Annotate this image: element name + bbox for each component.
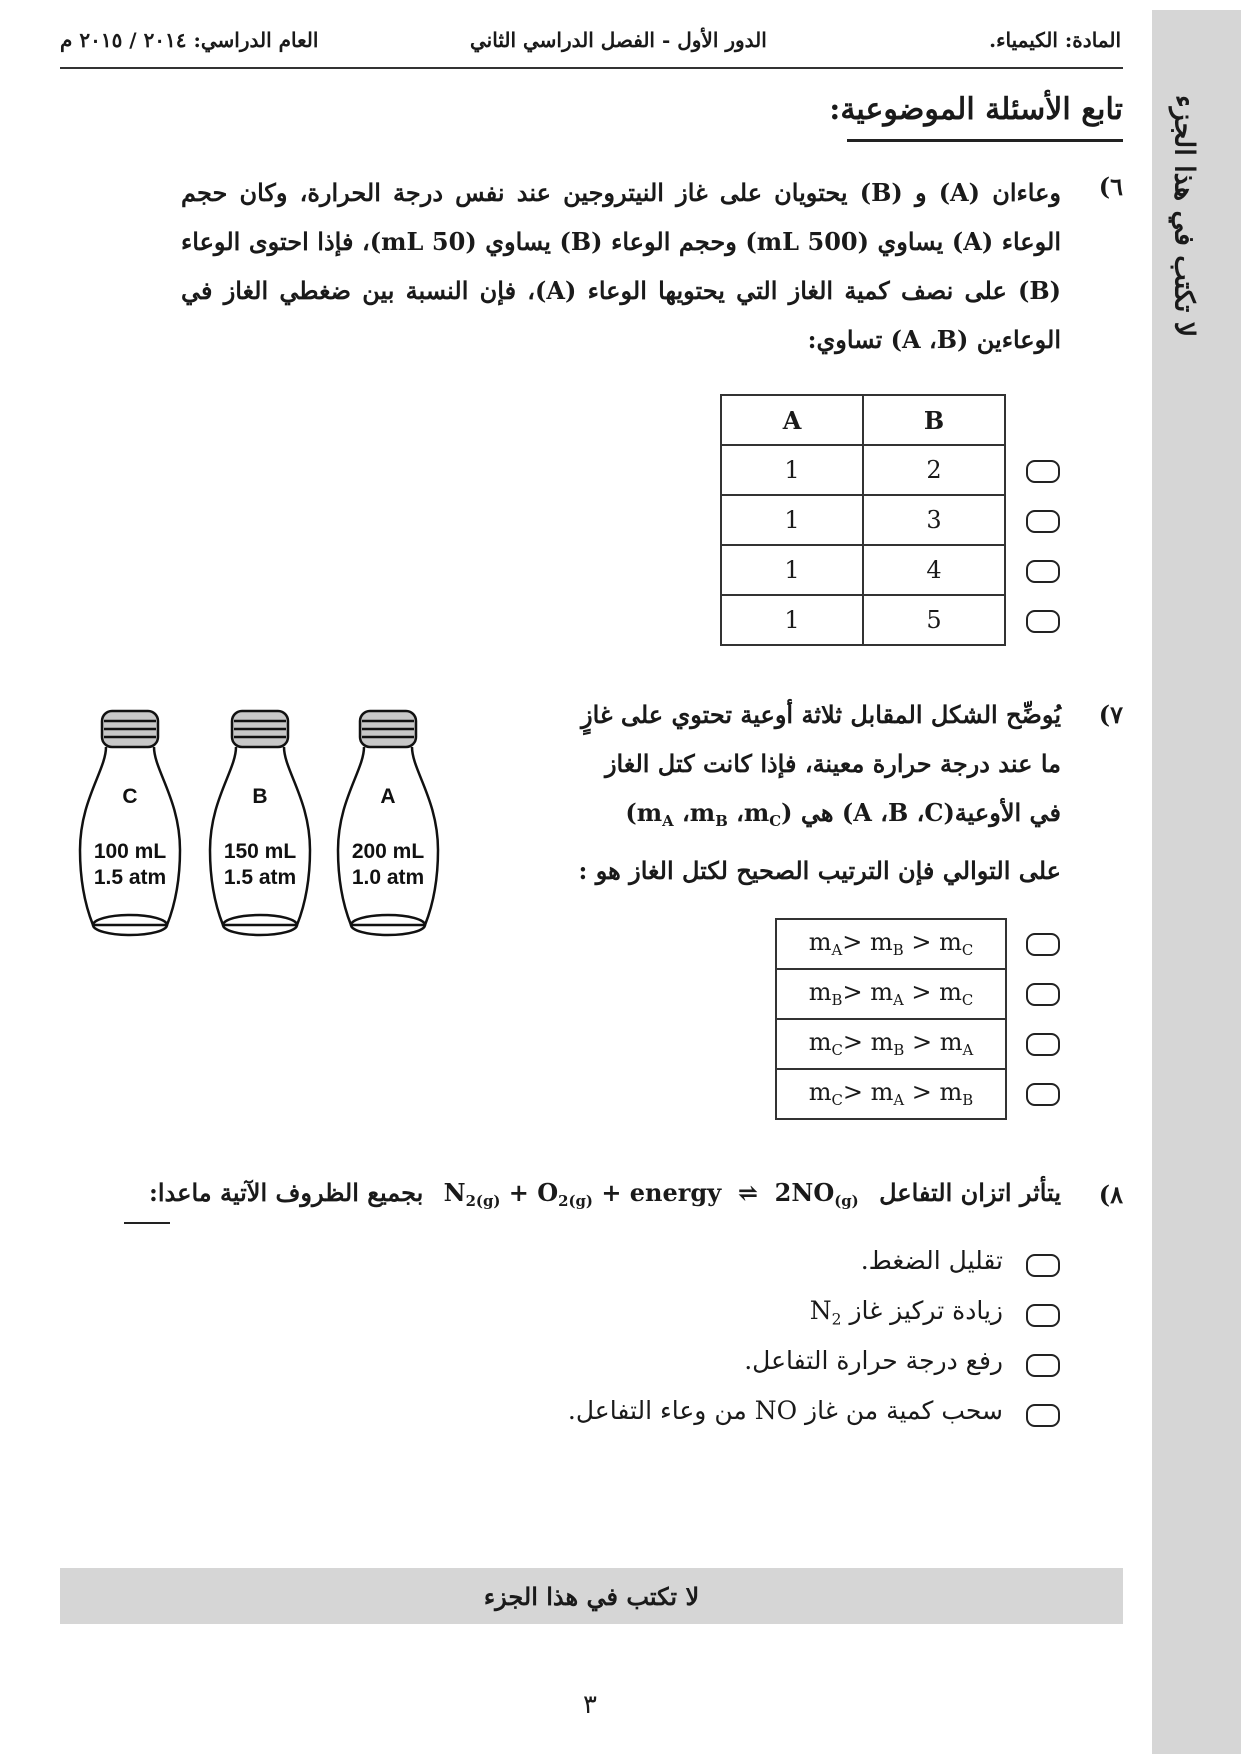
- q7-option-2-bubble[interactable]: [1026, 983, 1060, 1006]
- q7-option-3-bubble[interactable]: [1026, 1033, 1060, 1056]
- footer-notice-text: لا تكتب في هذا الجزء: [483, 1581, 700, 1611]
- header-subject: المادة: الكيمياء.: [989, 28, 1121, 52]
- cell-b: 2: [863, 445, 1005, 495]
- bottle-volume: 200 mL: [351, 840, 425, 863]
- cell-b: 3: [863, 495, 1005, 545]
- cell-a: 1: [721, 495, 863, 545]
- q7-options-table: [775, 918, 1007, 1120]
- q7-text: [501, 690, 1061, 895]
- page-number: ٣: [583, 1690, 597, 1720]
- section-title: تابع الأسئلة الموضوعية:: [829, 92, 1123, 127]
- q7-option-2: $m_B> m_A > m_C$: [776, 969, 1006, 1019]
- bottle-a: [338, 711, 438, 935]
- q7-number: ٧): [1098, 700, 1123, 729]
- cell-b: 5: [863, 595, 1005, 645]
- q7-option-4: $m_C> m_A > m_B$: [776, 1069, 1006, 1119]
- bottle-label: B: [252, 785, 268, 808]
- q8-option-2: زيادة تركيز غاز $N_2$: [809, 1296, 1003, 1329]
- bottle-b: [210, 711, 310, 935]
- q7-line-2: ما عند درجة حرارة معينة، فإذا كانت كتل الغاز: [604, 749, 1061, 778]
- q7-line-4: على التوالي فإن الترتيب الصحيح لكتل الغاز هو :: [578, 856, 1061, 886]
- q7-option-3: $m_C> m_B > m_A$: [776, 1019, 1006, 1069]
- q7-option-1: $m_A> m_B > m_C$: [776, 919, 1006, 969]
- q8-suffix: بجميع الظروف الآتية ماعدا:: [149, 1178, 424, 1207]
- q7-option-4-bubble[interactable]: [1026, 1083, 1060, 1106]
- header-divider: [60, 67, 1123, 69]
- q8-option-4-bubble[interactable]: [1026, 1404, 1060, 1427]
- cell-a: 1: [721, 545, 863, 595]
- bottle-label: C: [122, 785, 138, 808]
- header-year-text: العام الدراسي: ٢٠١٤ / ٢٠١٥ م: [60, 28, 319, 52]
- q6-number: ٦): [1098, 172, 1123, 201]
- table-header-row: [721, 395, 1005, 445]
- bottle-pressure: 1.5 atm: [223, 866, 297, 889]
- q8-number: ٨): [1098, 1180, 1123, 1209]
- q7-option-1-bubble[interactable]: [1026, 933, 1060, 956]
- bottle-pressure: 1.5 atm: [93, 866, 167, 889]
- col-header-b: B: [863, 395, 1005, 445]
- footer-notice-bar: [60, 1568, 1123, 1624]
- section-title-underline: [847, 139, 1123, 142]
- table-row: [721, 495, 1005, 545]
- q6-option-1-bubble[interactable]: [1026, 460, 1060, 483]
- q8-prefix: يتأثر اتزان التفاعل: [879, 1178, 1061, 1207]
- cell-b: 4: [863, 545, 1005, 595]
- table-row: [776, 1069, 1006, 1119]
- q6-option-3-bubble[interactable]: [1026, 560, 1060, 583]
- q8-emphasis-underline: [124, 1222, 170, 1224]
- table-row: [721, 445, 1005, 495]
- q6-text: وعاءان (A) و (B) يحتويان على غاز النيتروجين عند نفس درجة الحرارة، وكان حجم الوعاء (A) يساوي (500 mL) وحجم الوعاء (B) يساوي (50 mL)، فإذا احتوى الوعاء (B) على نصف كمية الغاز التي يحتويها الوعاء (A)، فإن النسبة بين ضغطي الغاز في الوعاءين (A ،B) تساوي:: [181, 178, 1062, 354]
- bottles-figure: [75, 695, 515, 940]
- bottle-volume: 100 mL: [93, 840, 167, 863]
- q8-equation: $N_{2(g)} + O_{2(g)}$ + energy ⇌ $2NO_{(g)}$: [443, 1178, 859, 1211]
- q7-line-3: في الأوعية(A ،B ،C) هي ($m_A$ $،m_B$ $،m_C$): [625, 798, 1061, 831]
- margin-strip-label: لا تكتب في هذا الجزء: [1168, 95, 1200, 338]
- cell-a: 1: [721, 445, 863, 495]
- q6-option-4-bubble[interactable]: [1026, 610, 1060, 633]
- header-year: [60, 28, 318, 52]
- q8-option-1-bubble[interactable]: [1026, 1254, 1060, 1277]
- q6-option-2-bubble[interactable]: [1026, 510, 1060, 533]
- q8-text: [149, 1178, 1061, 1210]
- table-row: [721, 545, 1005, 595]
- q6-answer-table: [720, 394, 1006, 646]
- table-row: [776, 1019, 1006, 1069]
- col-header-a: A: [721, 395, 863, 445]
- cell-a: 1: [721, 595, 863, 645]
- q8-option-4: سحب كمية من غاز NO من وعاء التفاعل.: [567, 1396, 1003, 1425]
- bottle-c: [80, 711, 180, 935]
- q8-option-1: تقليل الضغط.: [860, 1246, 1003, 1275]
- table-row: [721, 595, 1005, 645]
- bottle-volume: 150 mL: [223, 840, 297, 863]
- q8-option-3-bubble[interactable]: [1026, 1354, 1060, 1377]
- bottle-label: A: [380, 785, 396, 808]
- q8-option-2-bubble[interactable]: [1026, 1304, 1060, 1327]
- table-row: [776, 969, 1006, 1019]
- table-row: [776, 919, 1006, 969]
- bottle-pressure: 1.0 atm: [351, 866, 425, 889]
- q7-line-1: يُوضِّح الشكل المقابل ثلاثة أوعية تحتوي على غازٍ: [581, 700, 1061, 729]
- q8-option-3: رفع درجة حرارة التفاعل.: [744, 1346, 1003, 1375]
- header-session: الدور الأول - الفصل الدراسي الثاني: [470, 28, 767, 52]
